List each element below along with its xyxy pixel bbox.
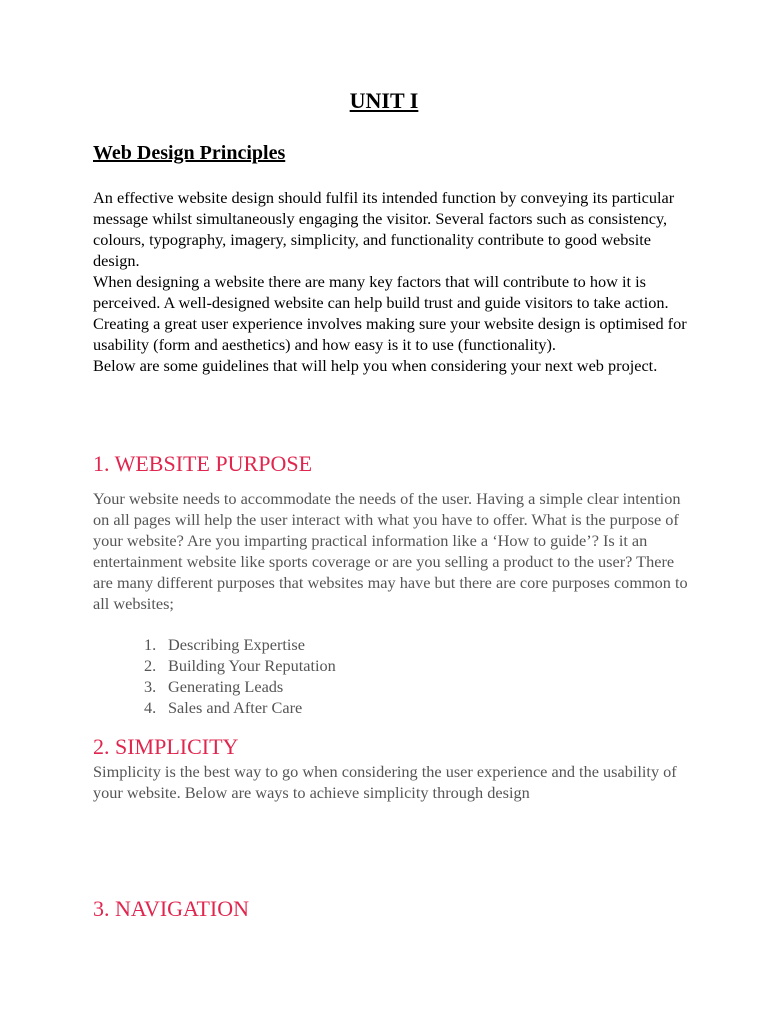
heading-website-purpose: 1. WEBSITE PURPOSE xyxy=(93,451,313,476)
section-title: Web Design Principles xyxy=(93,142,286,164)
list-item xyxy=(144,697,336,718)
intro-paragraph: When designing a website there are many key factors that will contribute to how it is perceived. A well-designed website can help build trust and guide visitors to take action. Creating a great user experience involves making sure your website design is optimised for usability (form and aesthetics) and how easy is it to use (functionality). xyxy=(93,272,687,354)
list-item xyxy=(144,676,336,697)
list-item xyxy=(144,634,336,655)
intro-paragraph: Below are some guidelines that will help you when considering your next web project. xyxy=(93,356,658,375)
list-number: 2. xyxy=(144,656,157,675)
list-number: 1. xyxy=(144,635,157,654)
list-item xyxy=(144,655,336,676)
heading-navigation: 3. NAVIGATION xyxy=(93,896,250,921)
list-text: Sales and After Care xyxy=(168,698,303,717)
intro-paragraph: An effective website design should fulfil its intended function by conveying its particular message whilst simultaneously engaging the visitor. Several factors such as consistency, colours, typography, imagery, simplicity, and functionality contribute to good website design. xyxy=(93,188,675,270)
simplicity-text: Simplicity is the best way to go when considering the user experience and the usability of your website. Below are ways to achieve simplicity through design xyxy=(93,762,677,802)
heading-simplicity: 2. SIMPLICITY xyxy=(93,734,239,759)
unit-title: UNIT I xyxy=(349,88,419,113)
intro-text xyxy=(93,187,693,376)
website-purpose-text: Your website needs to accommodate the needs of the user. Having a simple clear intention on all pages will help the user interact with what you have to offer. What is the purpose of your website? Are you imparting practical information like a ‘How to guide’? Is it an entertainment website like sports coverage or are you selling a product to the user? There are many different purposes that websites may have but there are core purposes common to all websites; xyxy=(93,489,688,613)
list-number: 3. xyxy=(144,677,157,696)
list-number: 4. xyxy=(144,698,157,717)
purpose-list xyxy=(144,634,336,718)
list-text: Building Your Reputation xyxy=(168,656,336,675)
list-text: Describing Expertise xyxy=(168,635,305,654)
list-text: Generating Leads xyxy=(168,677,284,696)
